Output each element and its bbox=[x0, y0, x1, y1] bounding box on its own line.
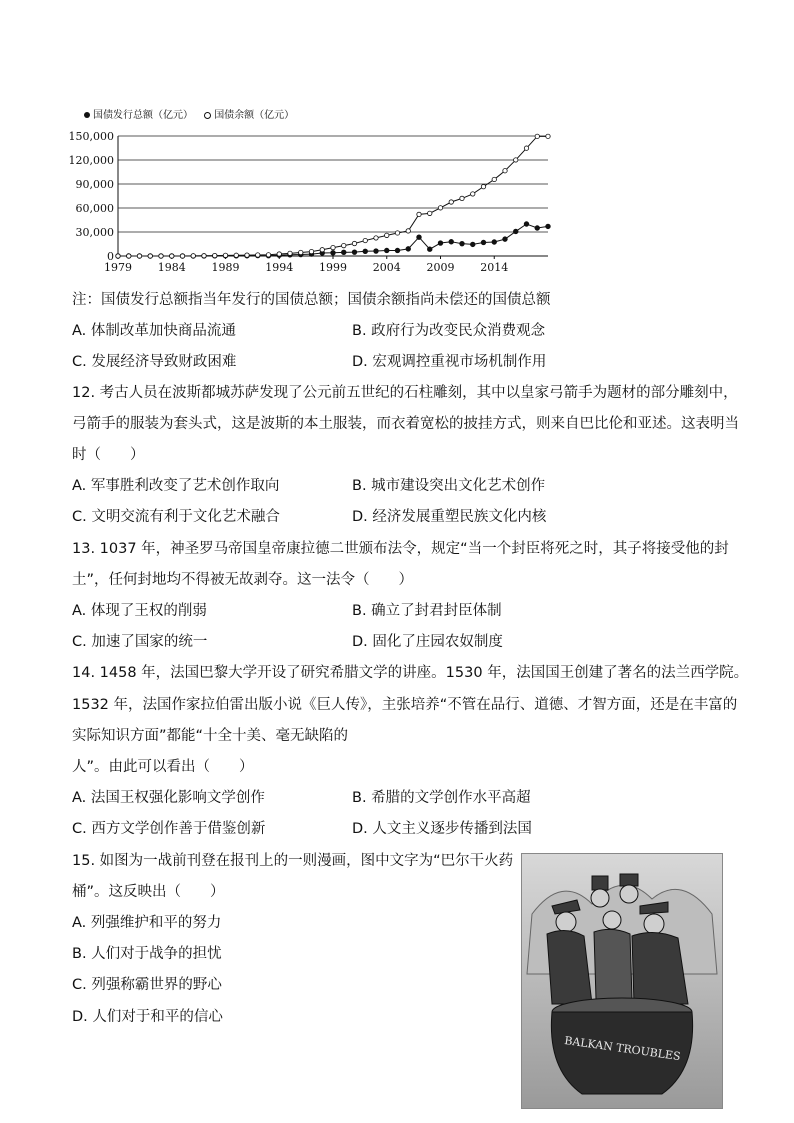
debt-chart bbox=[60, 126, 560, 276]
x-tick-label: 1979 bbox=[104, 261, 132, 274]
q14-option-b[interactable]: B. 希腊的文学创作水平高超 bbox=[352, 790, 531, 806]
point-balance bbox=[299, 250, 303, 254]
point-issue-total bbox=[384, 248, 389, 253]
point-balance bbox=[438, 206, 442, 210]
q13-option-a[interactable]: A. 体现了王权的削弱 bbox=[72, 603, 207, 619]
q15-stem-line2: 桶”。这反映出（ ） bbox=[72, 884, 225, 900]
q12-stem-line3: 时（ ） bbox=[72, 447, 145, 463]
chart-note: 注：国债发行总额指当年发行的国债总额；国债余额指尚未偿还的国债总额 bbox=[72, 292, 551, 308]
point-balance bbox=[449, 200, 453, 204]
point-issue-total bbox=[470, 242, 475, 247]
legend-hollow-marker bbox=[204, 112, 211, 119]
point-balance bbox=[428, 211, 432, 215]
point-balance bbox=[148, 254, 152, 258]
q14-stem-line1: 14. 1458 年，法国巴黎大学开设了研究希腊文学的讲座。1530 年，法国国王创建了著名的法兰西学院。 bbox=[72, 665, 749, 681]
legend-filled-marker bbox=[84, 112, 90, 118]
point-issue-total bbox=[513, 229, 518, 234]
point-issue-total bbox=[546, 224, 551, 229]
point-issue-total bbox=[481, 240, 486, 245]
point-balance bbox=[180, 254, 184, 258]
point-balance bbox=[331, 245, 335, 249]
point-balance bbox=[460, 196, 464, 200]
point-balance bbox=[277, 252, 281, 256]
point-issue-total bbox=[449, 239, 454, 244]
q13-stem-line1: 13. 1037 年，神圣罗马帝国皇帝康拉德二世颁布法令，规定“当一个封臣将死之时，其子将接受他的封 bbox=[72, 541, 729, 557]
point-balance bbox=[266, 253, 270, 257]
series-line-balance bbox=[118, 136, 548, 256]
balkan-cartoon-image bbox=[521, 853, 723, 1109]
q15-option-b[interactable]: B. 人们对于战争的担忧 bbox=[72, 946, 222, 962]
point-balance bbox=[503, 169, 507, 173]
q12-stem-line2: 弓箭手的服装为套头式，这是波斯的本土服装，而衣着宽松的披挂方式，则来自巴比伦和亚述。这表明当 bbox=[72, 416, 739, 432]
point-balance bbox=[363, 238, 367, 242]
legend-issue-total: 国债发行总额（亿元） bbox=[93, 110, 193, 121]
point-issue-total bbox=[395, 248, 400, 253]
q13-option-b[interactable]: B. 确立了封君封臣体制 bbox=[352, 603, 502, 619]
point-balance bbox=[159, 254, 163, 258]
point-balance bbox=[492, 177, 496, 181]
q12-stem-line1: 12. 考古人员在波斯都城苏萨发现了公元前五世纪的石柱雕刻，其中以皇家弓箭手为题材的部分雕刻中， bbox=[72, 385, 738, 401]
point-issue-total bbox=[417, 235, 422, 240]
q15-option-d[interactable]: D. 人们对于和平的信心 bbox=[72, 1009, 223, 1025]
point-balance bbox=[137, 254, 141, 258]
q13-option-c[interactable]: C. 加速了国家的统一 bbox=[72, 634, 208, 650]
point-balance bbox=[309, 249, 313, 253]
y-tick-label: 90,000 bbox=[75, 178, 114, 191]
q14-stem-line2: 1532 年，法国作家拉伯雷出版小说《巨人传》，主张培养“不管在品行、道德、才智方面，还是在丰富的 bbox=[72, 697, 738, 713]
point-balance bbox=[374, 236, 378, 240]
point-balance bbox=[406, 229, 410, 233]
x-tick-label: 1994 bbox=[265, 261, 294, 274]
q11-option-a[interactable]: A. 体制改革加快商品流通 bbox=[72, 323, 236, 339]
point-issue-total bbox=[460, 241, 465, 246]
x-tick-label: 1989 bbox=[211, 261, 240, 274]
point-issue-total bbox=[352, 250, 357, 255]
point-issue-total bbox=[341, 250, 346, 255]
q15-option-c[interactable]: C. 列强称霸世界的野心 bbox=[72, 977, 222, 993]
point-issue-total bbox=[331, 251, 336, 256]
legend-balance: 国债余额（亿元） bbox=[214, 110, 295, 121]
x-tick-label: 1999 bbox=[319, 261, 347, 274]
point-balance bbox=[546, 134, 550, 138]
point-balance bbox=[320, 248, 324, 252]
q11-option-b[interactable]: B. 政府行为改变民众消费观念 bbox=[352, 323, 546, 339]
q15-option-a[interactable]: A. 列强维护和平的努力 bbox=[72, 915, 222, 931]
q11-option-c[interactable]: C. 发展经济导致财政困难 bbox=[72, 354, 237, 370]
point-balance bbox=[395, 231, 399, 235]
point-balance bbox=[202, 254, 206, 258]
q14-stem-line3: 实际知识方面”都能“十全十美、毫无缺陷的 bbox=[72, 728, 349, 744]
y-tick-label: 150,000 bbox=[68, 130, 114, 143]
q12-option-a[interactable]: A. 军事胜利改变了艺术创作取向 bbox=[72, 478, 280, 494]
y-tick-label: 0 bbox=[107, 250, 114, 263]
point-issue-total bbox=[524, 222, 529, 227]
point-balance bbox=[127, 254, 131, 258]
point-balance bbox=[514, 158, 518, 162]
q15-stem-line1: 15. 如图为一战前刊登在报刊上的一则漫画，图中文字为“巴尔干火药 bbox=[72, 853, 514, 869]
x-tick-label: 2014 bbox=[480, 261, 509, 274]
point-balance bbox=[170, 254, 174, 258]
point-issue-total bbox=[492, 240, 497, 245]
point-balance bbox=[191, 254, 195, 258]
cartoon-drawing bbox=[522, 854, 722, 1108]
point-balance bbox=[481, 184, 485, 188]
point-issue-total bbox=[503, 237, 508, 242]
point-balance bbox=[116, 254, 120, 258]
y-tick-label: 30,000 bbox=[75, 226, 114, 239]
x-tick-label: 2009 bbox=[426, 261, 455, 274]
point-balance bbox=[342, 243, 346, 247]
x-tick-label: 1984 bbox=[157, 261, 186, 274]
point-issue-total bbox=[406, 247, 411, 252]
q14-option-a[interactable]: A. 法国王权强化影响文学创作 bbox=[72, 790, 265, 806]
point-issue-total bbox=[438, 241, 443, 246]
q14-option-d[interactable]: D. 人文主义逐步传播到法国 bbox=[352, 821, 532, 837]
q14-stem-line4: 人”。由此可以看出（ ） bbox=[72, 759, 254, 775]
point-issue-total bbox=[363, 249, 368, 254]
chart-legend bbox=[84, 106, 294, 121]
y-tick-label: 120,000 bbox=[68, 154, 114, 167]
x-tick-label: 2004 bbox=[372, 261, 401, 274]
point-balance bbox=[213, 253, 217, 257]
q12-option-b[interactable]: B. 城市建设突出文化艺术创作 bbox=[352, 478, 546, 494]
point-balance bbox=[245, 253, 249, 257]
point-issue-total bbox=[535, 226, 540, 231]
cartoon-caption: BALKAN TROUBLES bbox=[563, 1033, 682, 1064]
point-balance bbox=[352, 241, 356, 245]
q14-option-c[interactable]: C. 西方文学创作善于借鉴创新 bbox=[72, 821, 266, 837]
point-issue-total bbox=[374, 249, 379, 254]
point-balance bbox=[256, 253, 260, 257]
q11-option-d[interactable]: D. 宏观调控重视市场机制作用 bbox=[352, 354, 547, 370]
q12-option-c[interactable]: C. 文明交流有利于文化艺术融合 bbox=[72, 509, 280, 525]
point-balance bbox=[417, 212, 421, 216]
point-balance bbox=[385, 233, 389, 237]
q13-option-d[interactable]: D. 固化了庄园农奴制度 bbox=[352, 634, 503, 650]
point-issue-total bbox=[427, 247, 432, 252]
q12-option-d[interactable]: D. 经济发展重塑民族文化内核 bbox=[352, 509, 547, 525]
point-balance bbox=[223, 253, 227, 257]
y-tick-label: 60,000 bbox=[75, 202, 114, 215]
point-balance bbox=[288, 251, 292, 255]
point-balance bbox=[524, 146, 528, 150]
q13-stem-line2: 土”，任何封地均不得被无故剥夺。这一法令（ ） bbox=[72, 572, 414, 588]
point-balance bbox=[471, 192, 475, 196]
point-balance bbox=[535, 134, 539, 138]
point-balance bbox=[234, 253, 238, 257]
